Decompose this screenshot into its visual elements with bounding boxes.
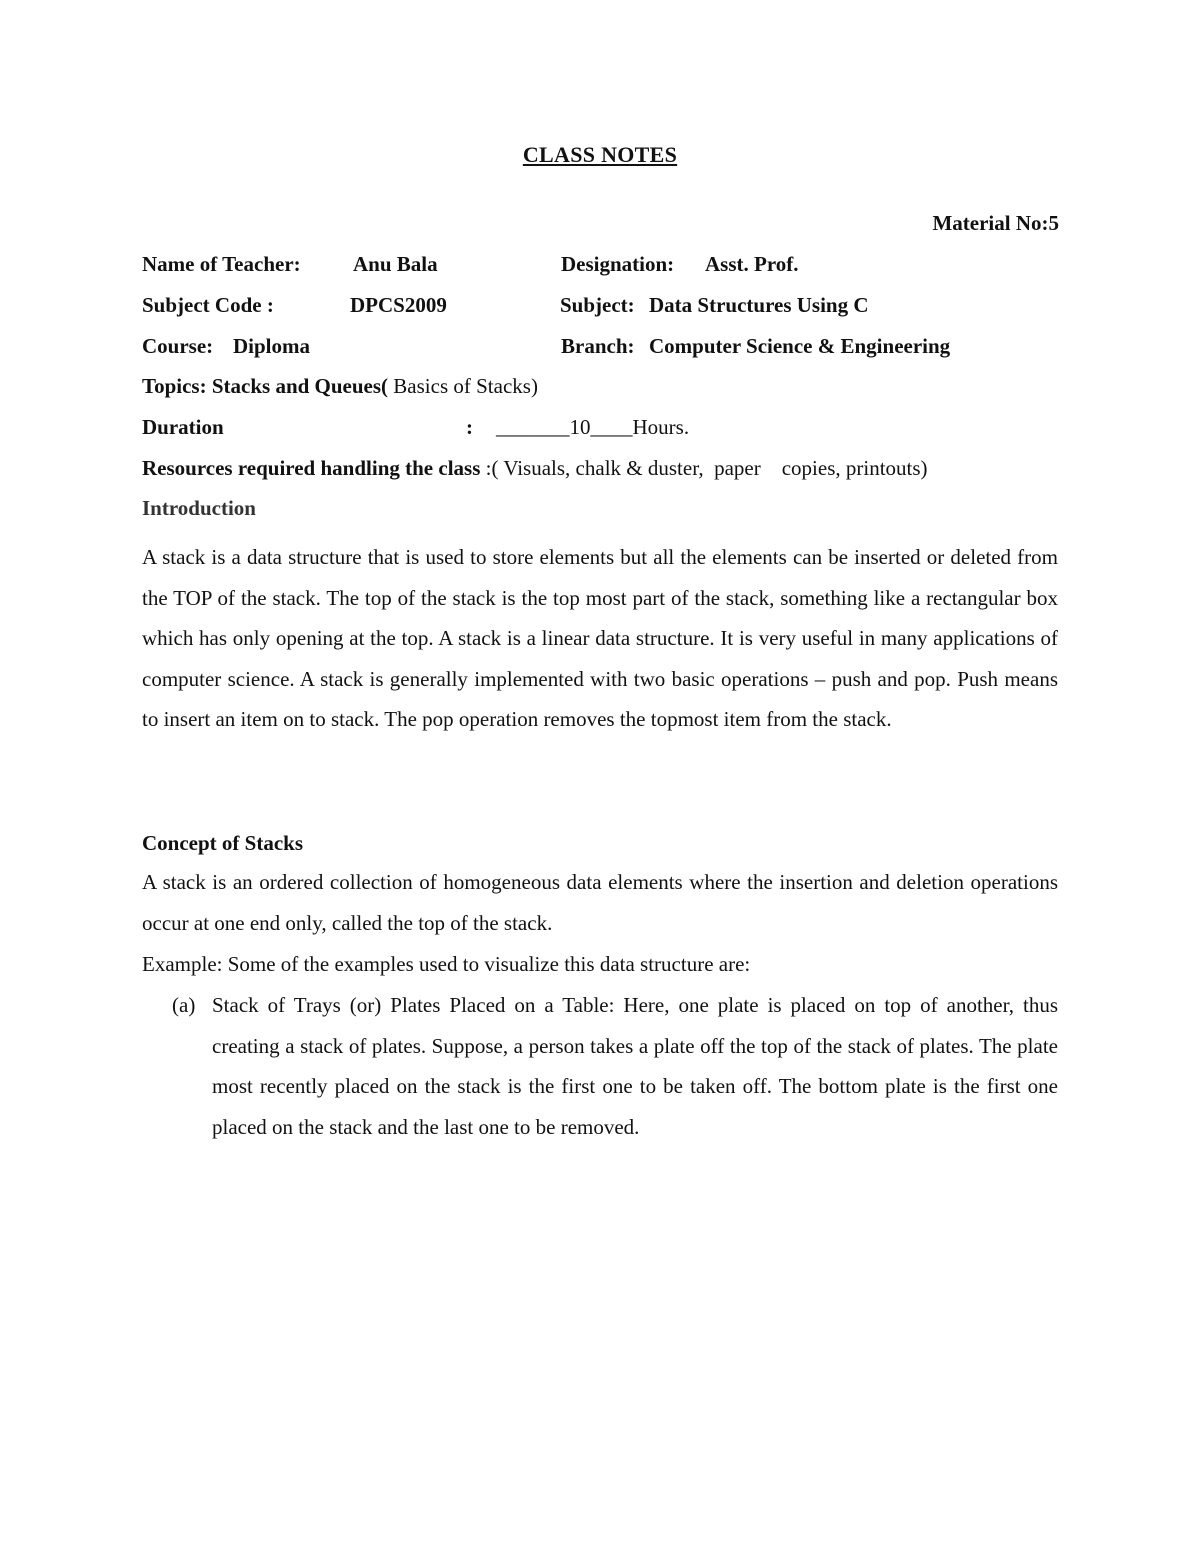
resources-value: :( Visuals, chalk & duster, paper copies, printouts) [480,456,928,480]
designation-label: Designation: [561,252,675,276]
teacher-row [142,249,1058,279]
introduction-paragraph: A stack is a data structure that is used to store elements but all the elements can be inserted or deleted from the TOP of the stack. The top of the stack is the top most part of the stack, something like a rectangular box which has only opening at the top. A stack is a linear data structure. It is very useful in many applications of computer science. A stack is generally implemented with two basic operations – push and pop. Push means to insert an item on to stack. The pop operation removes the topmost item from the stack. [142,545,1058,732]
resources-label: Resources required handling the class [142,456,481,480]
teacher-value: Anu Bala [353,252,438,276]
concept-paragraph: A stack is an ordered collection of homogeneous data elements where the insertion and deletion operations occur at one end only, called the top of the stack. [142,870,1058,935]
resources-row [142,453,928,483]
concept-heading: Concept of Stacks [142,831,303,855]
topics-label: Topics: [142,374,207,398]
branch-label: Branch: [561,334,635,358]
subject-value: Data Structures Using C [649,293,869,317]
duration-colon: : [466,415,473,439]
topics-value-detail: Basics of Stacks) [388,374,538,398]
list-item-marker: (a) [172,993,196,1017]
topics-row [142,371,538,401]
list-item-text: Stack of Trays (or) Plates Placed on a Table: Here, one plate is placed on top of another, thus creating a stack of plates. Suppose, a person takes a plate off the top of the stack of plates. The plate most recently placed on the stack is the first one to be taken off. The bottom plate is the first one placed on the stack and the last one to be removed. [212,993,1058,1139]
subject-row [142,290,1058,320]
introduction-heading: Introduction [142,496,256,520]
designation-value: Asst. Prof. [705,252,799,276]
material-number: Material No:5 [932,211,1059,235]
subject-code-label: Subject Code : [142,293,274,317]
list-item [172,985,1058,1147]
course-row [142,331,1058,361]
course-label: Course: [142,334,214,358]
branch-value: Computer Science & Engineering [649,334,951,358]
subject-label: Subject: [560,293,635,317]
document-title: CLASS NOTES [522,142,678,167]
teacher-label: Name of Teacher: [142,252,301,276]
duration-value: _______10____Hours. [496,415,690,439]
duration-label: Duration [142,415,224,439]
duration-row [142,412,1058,442]
subject-code-value: DPCS2009 [350,293,447,317]
course-value: Diploma [233,334,311,358]
topics-value-main: Stacks and Queues( [211,374,389,398]
example-intro: Example: Some of the examples used to visualize this data structure are: [142,952,751,976]
